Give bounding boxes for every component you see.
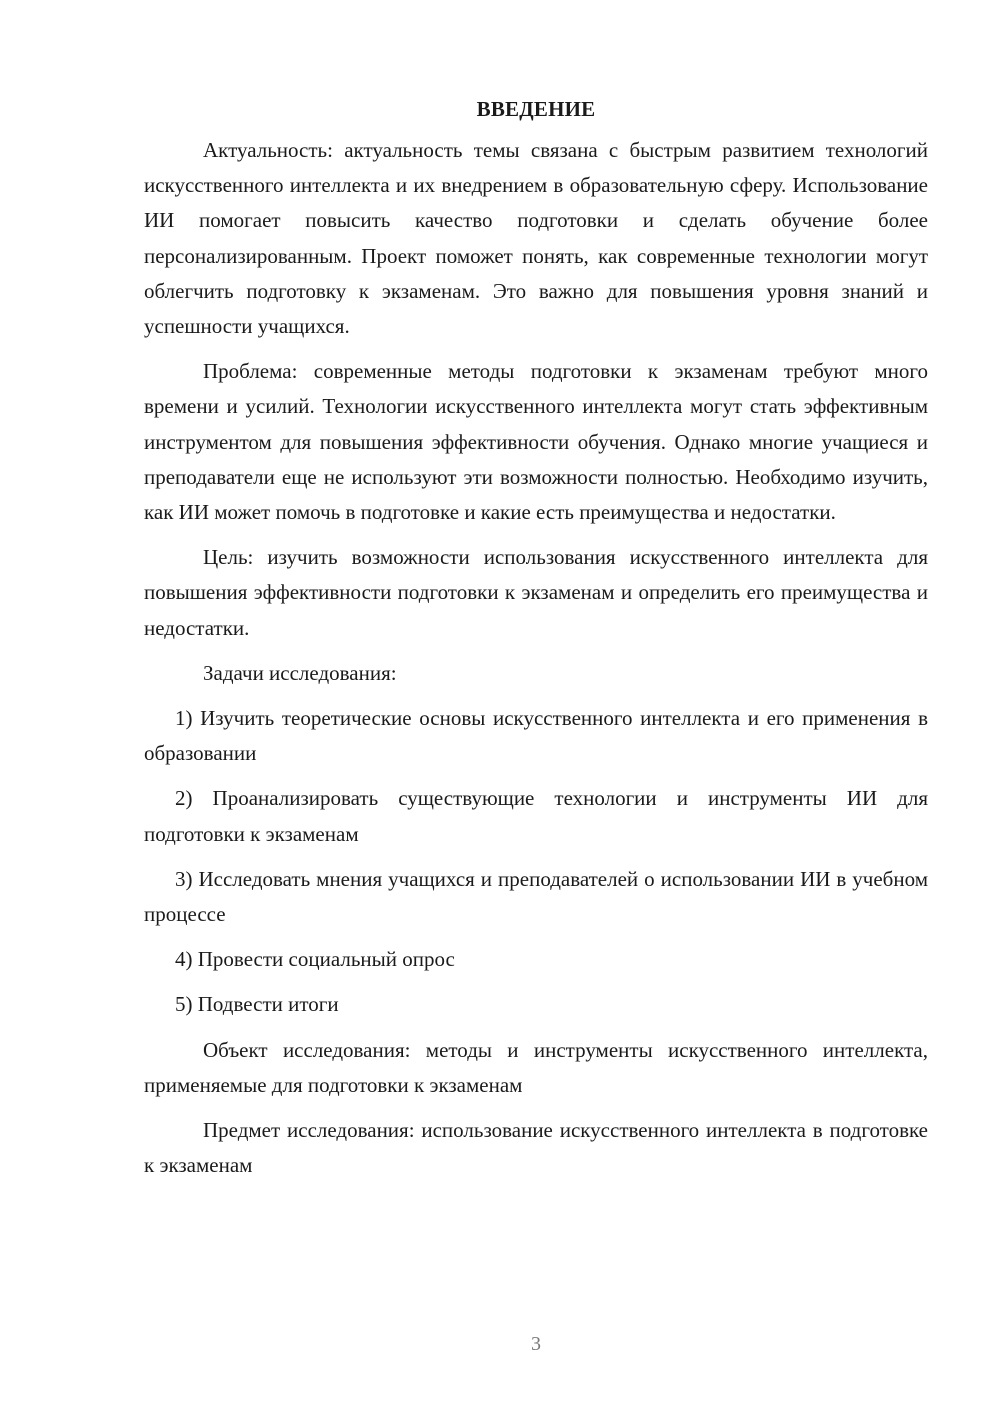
list-item: 3) Исследовать мнения учащихся и преподавателей о использовании ИИ в учебном процессе	[144, 866, 928, 927]
paragraph-relevance: Актуальность: актуальность темы связана с быстрым развитием технологий искусственного интеллекта и их внедрением в образовательную сферу. Использование ИИ помогает повысить качество подготовки и сделать обучение более персонализированным. Проект поможет понять, как современные технологии могут облегчить подготовку к экзаменам. Это важно для повышения уровня знаний и успешности учащихся.	[144, 138, 928, 339]
list-item: 1) Изучить теоретические основы искусственного интеллекта и его применения в образовании	[144, 706, 928, 766]
list-item: 5) Подвести итоги	[175, 992, 339, 1017]
tasks-heading: Задачи исследования:	[203, 660, 397, 685]
paragraph-goal: Цель: изучить возможности использования искусственного интеллекта для повышения эффективности подготовки к экзаменам и определить его преимущества и недостатки.	[144, 545, 928, 640]
paragraph-subject: Предмет исследования: использование искусственного интеллекта в подготовке к экзаменам	[144, 1118, 928, 1178]
document-page	[144, 92, 928, 1193]
list-item: 4) Провести социальный опрос	[175, 947, 455, 972]
page-title: ВВЕДЕНИЕ	[476, 97, 596, 121]
tasks-list	[144, 701, 928, 1023]
page-number: 3	[531, 1333, 541, 1355]
paragraph-object: Объект исследования: методы и инструменты искусственного интеллекта, применяемые для подготовки к экзаменам	[144, 1037, 928, 1097]
paragraph-problem: Проблема: современные методы подготовки к экзаменам требуют много времени и усилий. Технологии искусственного интеллекта могут стать эффективным инструментом для повышения эффективности обучения. Однако многие учащиеся и преподаватели еще не используют эти возможности полностью. Необходимо изучить, как ИИ может помочь в подготовке и какие есть преимущества и недостатки.	[144, 359, 928, 525]
list-item: 2) Проанализировать существующие технологии и инструменты ИИ для подготовки к экзаменам	[144, 786, 928, 846]
